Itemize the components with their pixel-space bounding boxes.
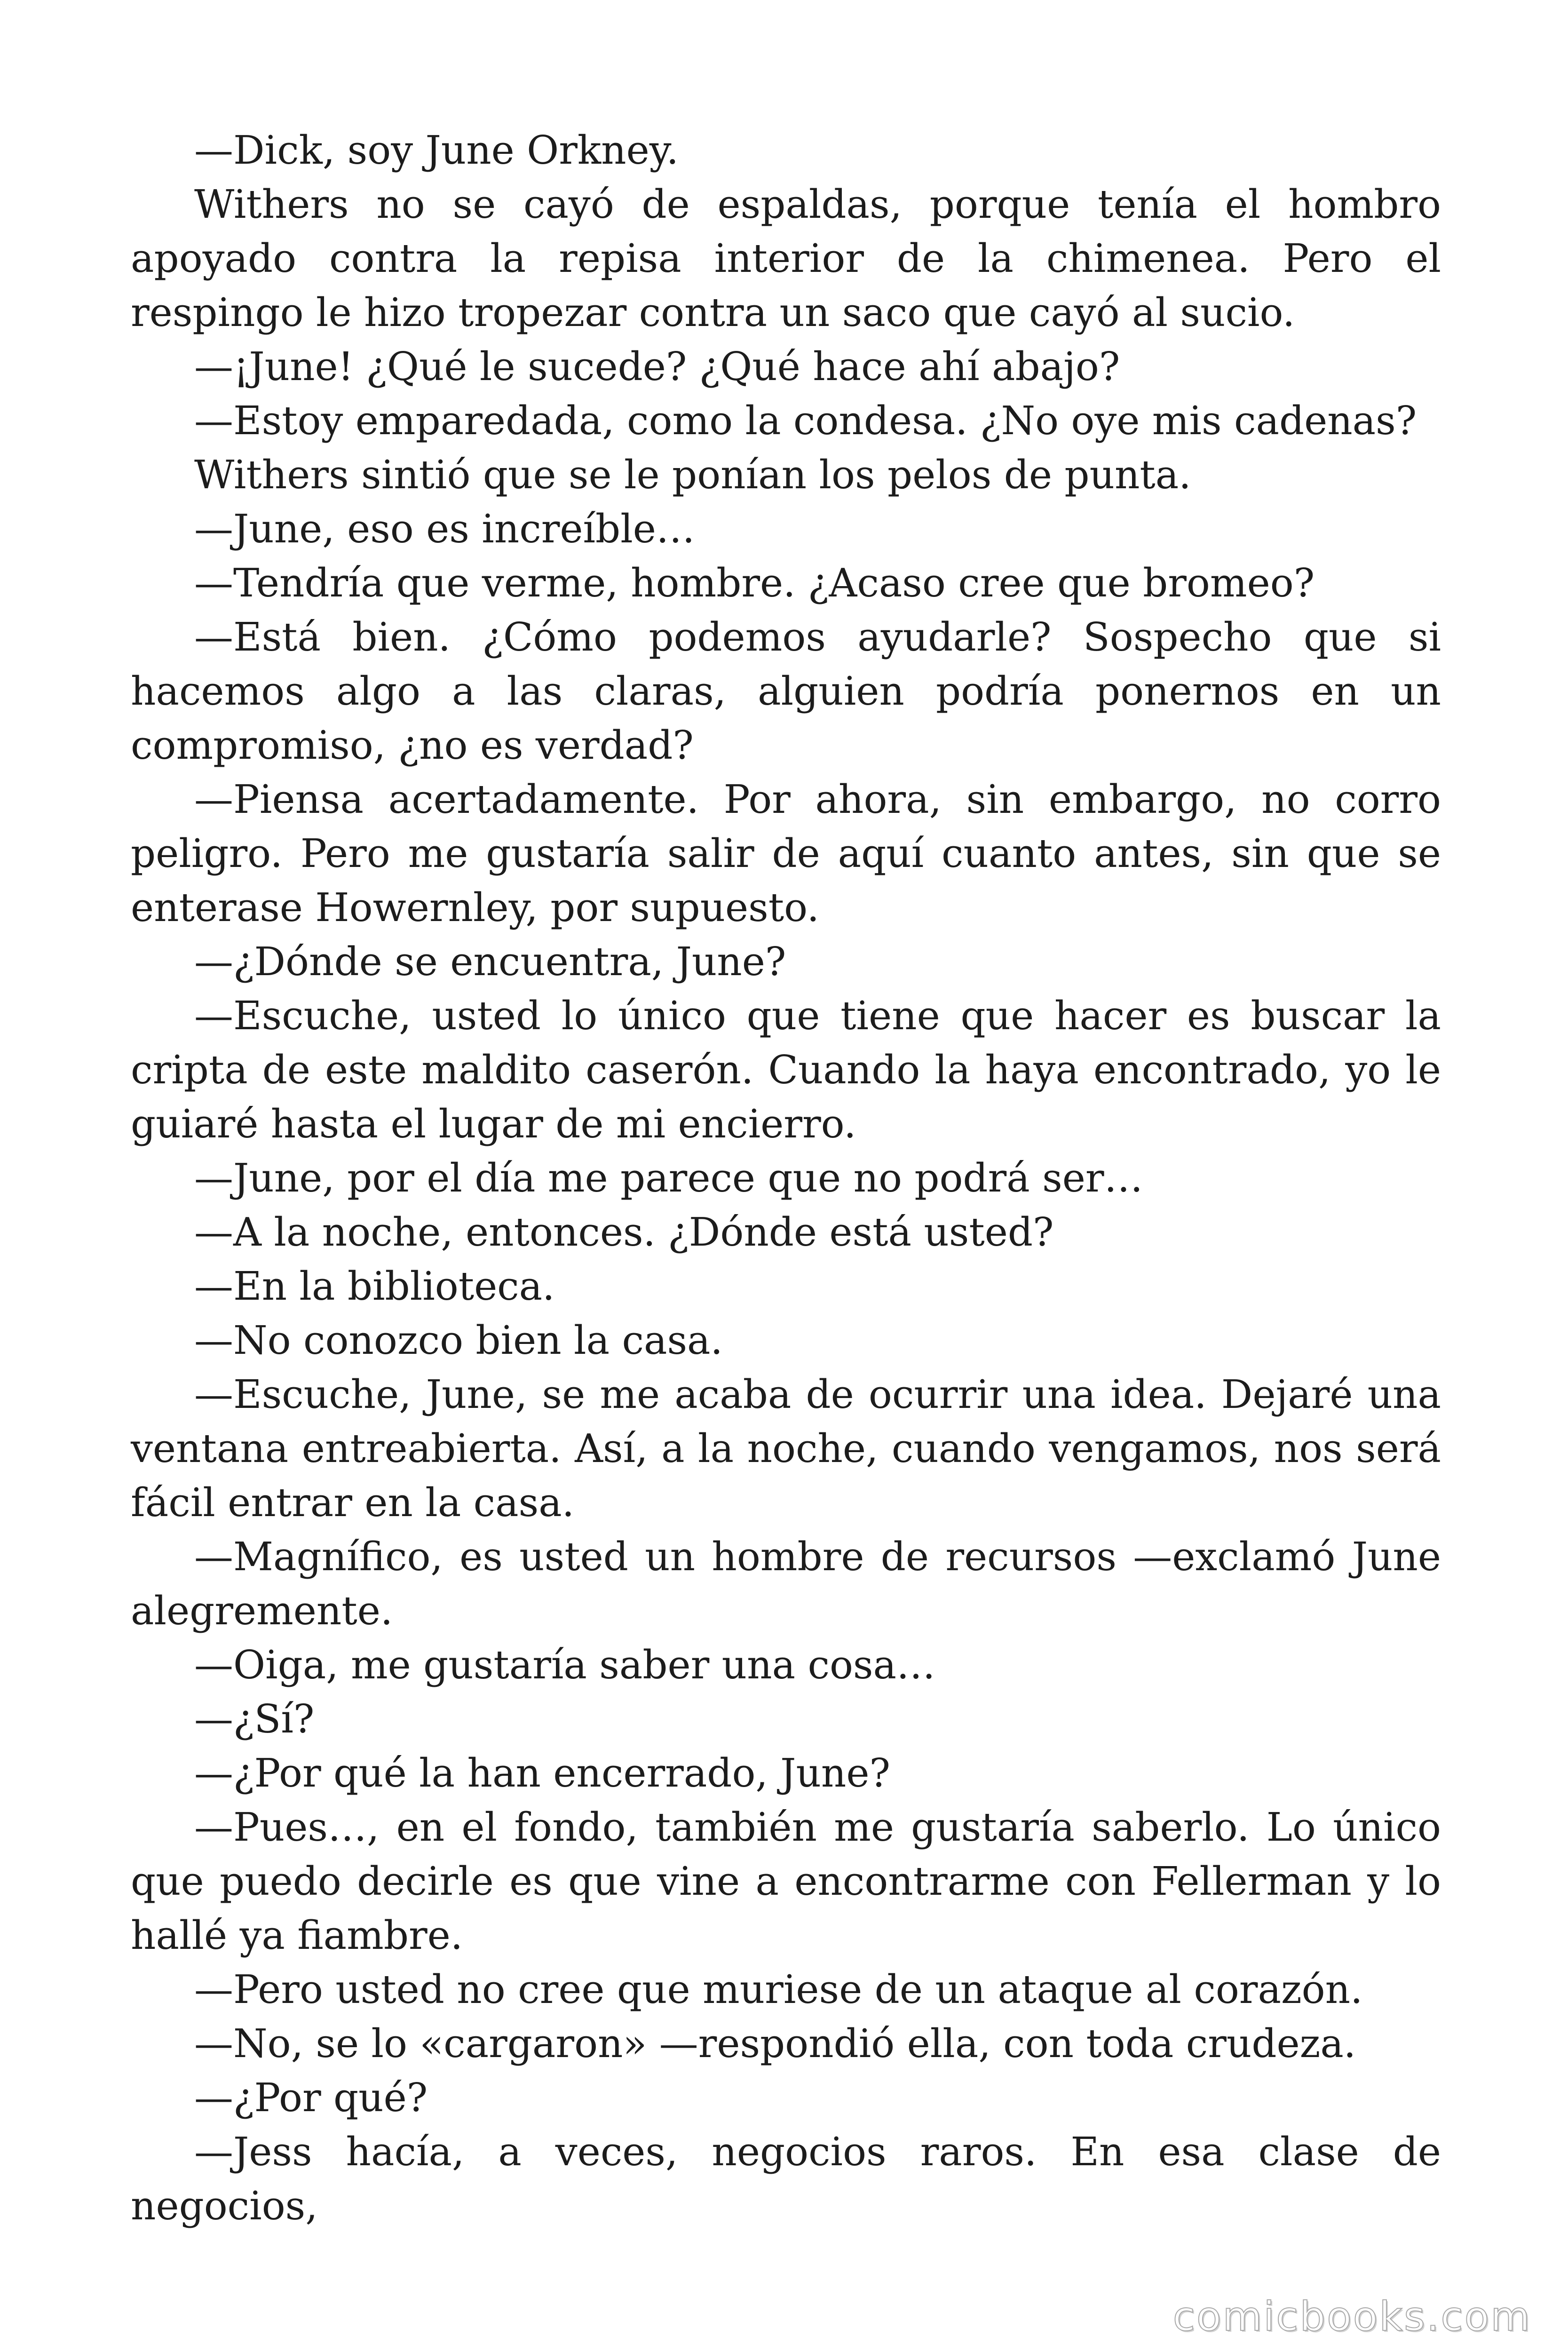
paragraph: —A la noche, entonces. ¿Dónde está usted? [194, 1209, 1054, 1255]
paragraph: —No, se lo «cargaron» —respondió ella, con toda crudeza. [194, 2021, 1356, 2066]
paragraph: —Tendría que verme, hombre. ¿Acaso cree que bromeo? [194, 560, 1315, 606]
paragraph: —Escuche, June, se me acaba de ocurrir una idea. Dejaré una ventana entreabierta. Así, a la noche, cuando vengamos, nos será fácil entrar en la casa. [131, 1372, 1441, 1526]
paragraph: —Estoy emparedada, como la condesa. ¿No oye mis cadenas? [194, 398, 1417, 444]
paragraph: —June, por el día me parece que no podrá ser… [194, 1155, 1143, 1201]
paragraph: —¿Por qué? [194, 2075, 428, 2121]
paragraph: Withers sintió que se le ponían los pelos de punta. [194, 452, 1191, 498]
paragraph: —Jess hacía, a veces, negocios raros. En esa clase de negocios, [131, 2129, 1441, 2229]
paragraph: —¿Sí? [194, 1696, 315, 1742]
paragraph: —Pues…, en el fondo, también me gustaría saberlo. Lo único que puedo decirle es que vine a encontrarme con Fellerman y lo hallé ya fiambre. [131, 1804, 1441, 1958]
paragraph: —No conozco bien la casa. [194, 1318, 723, 1363]
paragraph: —Pero usted no cree que muriese de un ataque al corazón. [194, 1967, 1363, 2012]
paragraph: Withers no se cayó de espaldas, porque tenía el hombro apoyado contra la repisa interior de la chimenea. Pero el respingo le hizo tropezar contra un saco que cayó al sucio. [131, 182, 1441, 335]
watermark: comicbooks.com [1172, 2293, 1531, 2340]
paragraph: —Piensa acertadamente. Por ahora, sin embargo, no corro peligro. Pero me gustaría salir de aquí cuanto antes, sin que se enterase Howernley, por supuesto. [131, 777, 1441, 930]
paragraph: —En la biblioteca. [194, 1263, 555, 1309]
paragraph: —¡June! ¿Qué le sucede? ¿Qué hace ahí abajo? [194, 344, 1120, 389]
paragraph: —Dick, soy June Orkney. [194, 127, 679, 173]
paragraph: —¿Por qué la han encerrado, June? [194, 1750, 890, 1796]
page-body-text [131, 123, 1441, 2233]
paragraph: —¿Dónde se encuentra, June? [194, 939, 786, 985]
paragraph: —Oiga, me gustaría saber una cosa… [194, 1642, 935, 1688]
paragraph: —Escuche, usted lo único que tiene que hacer es buscar la cripta de este maldito caserón. Cuando la haya encontrado, yo le guiaré hasta el lugar de mi encierro. [131, 993, 1441, 1147]
paragraph: —Está bien. ¿Cómo podemos ayudarle? Sospecho que si hacemos algo a las claras, alguien podría ponernos en un compromiso, ¿no es verdad? [131, 614, 1441, 768]
paragraph: —Magnífico, es usted un hombre de recursos —exclamó June alegremente. [131, 1534, 1441, 1634]
paragraph: —June, eso es increíble… [194, 506, 695, 552]
